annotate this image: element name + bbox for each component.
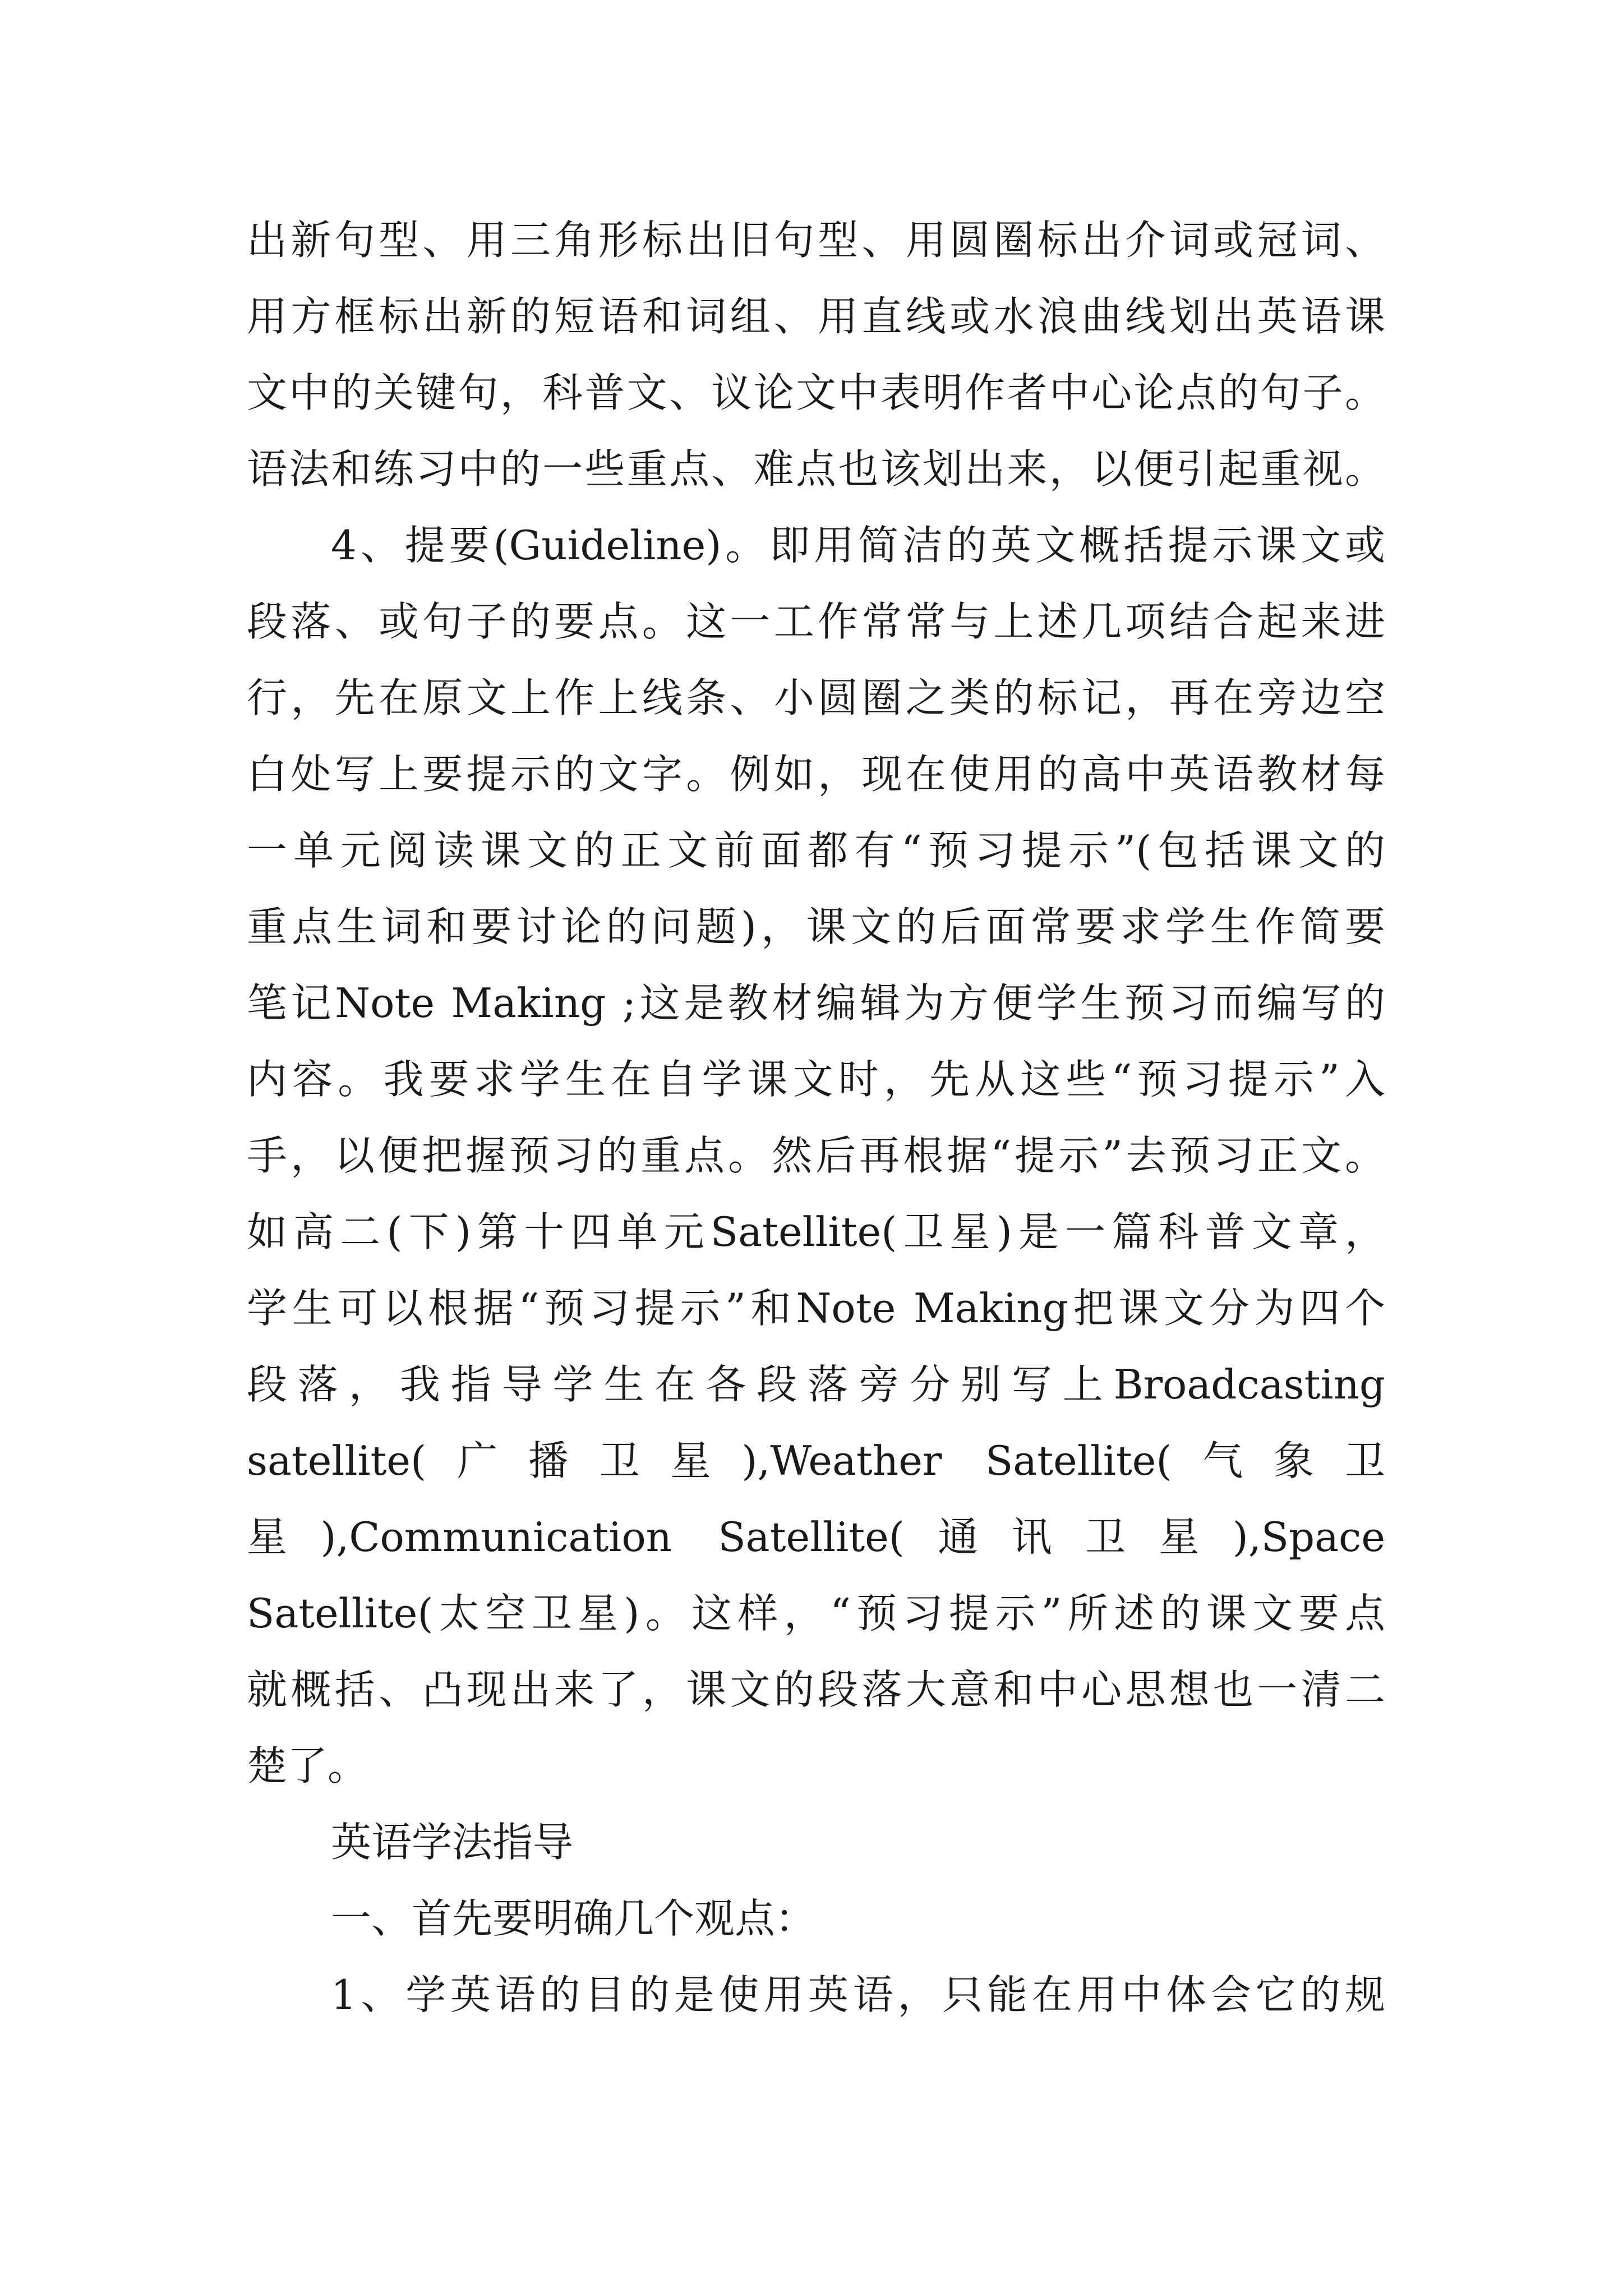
text-line: 笔记Note Making ;这是教材编辑为方便学生预习而编写的 [247,979,1385,1027]
subsection-heading: 一、首先要明确几个观点： [331,1895,816,1942]
text-line: 就概括、凸现出来了，课文的段落大意和中心思想也一清二 [247,1666,1385,1713]
text-line: 重点生词和要讨论的问题)，课文的后面常要求学生作简要 [247,903,1385,950]
text-line: 白处写上要提示的文字。例如，现在使用的高中英语教材每 [247,751,1385,798]
text-line: satellite(广播卫星),Weather Satellite(气象卫 [247,1437,1385,1484]
text-line: 用方框标出新的短语和词组、用直线或水浪曲线划出英语课 [247,293,1385,340]
text-line: 出新句型、用三角形标出旧句型、用圆圈标出介词或冠词、 [247,217,1385,264]
text-line: 段落、或句子的要点。这一工作常常与上述几项结合起来进 [247,598,1385,645]
text-line: 1、学英语的目的是使用英语，只能在用中体会它的规 [331,1971,1385,2018]
text-line: 4、提要(Guideline)。即用简洁的英文概括提示课文或 [331,522,1385,569]
text-line: 内容。我要求学生在自学课文时，先从这些“预习提示”入 [247,1056,1385,1103]
text-line: Satellite(太空卫星)。这样，“预习提示”所述的课文要点 [247,1590,1385,1637]
text-line: 如高二(下)第十四单元Satellite(卫星)是一篇科普文章， [247,1208,1385,1255]
text-line: 一单元阅读课文的正文前面都有“预习提示”(包括课文的 [247,827,1385,874]
text-line: 语法和练习中的一些重点、难点也该划出来，以便引起重视。 [247,445,1385,493]
text-line: 手，以便把握预习的重点。然后再根据“提示”去预习正文。 [247,1132,1385,1179]
text-line: 行，先在原文上作上线条、小圆圈之类的标记，再在旁边空 [247,674,1385,721]
text-line: 楚了。 [247,1742,368,1789]
text-line: 学生可以根据“预习提示”和Note Making把课文分为四个 [247,1285,1385,1332]
text-line: 星),Communication Satellite(通讯卫星),Space [247,1513,1385,1561]
body-text [247,202,1385,2033]
section-heading: 英语学法指导 [331,1819,574,1866]
text-line: 文中的关键句，科普文、议论文中表明作者中心论点的句子。 [247,369,1385,416]
text-line: 段落，我指导学生在各段落旁分别写上Broadcasting [247,1361,1385,1408]
